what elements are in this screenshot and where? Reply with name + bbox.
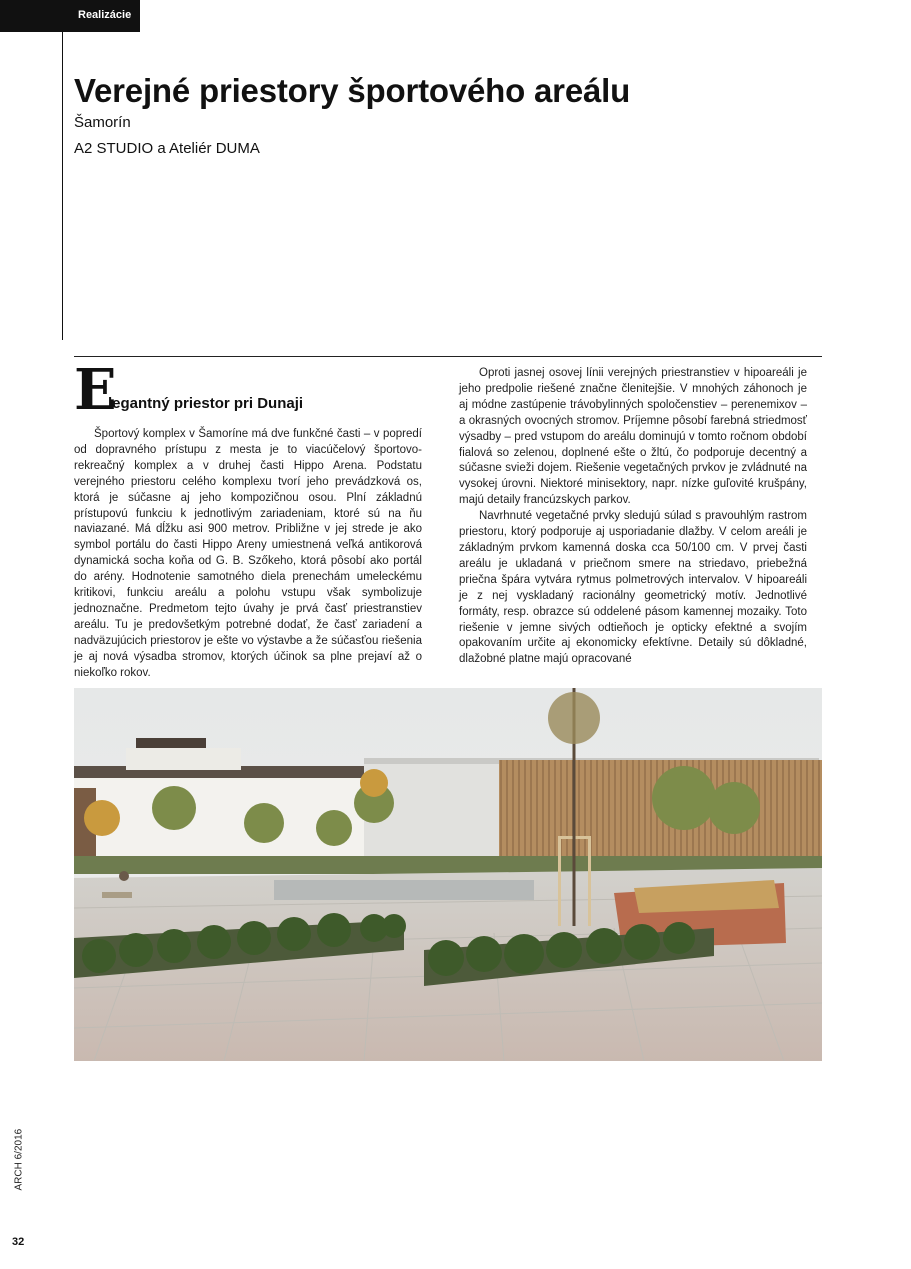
heading-text: legantný priestor pri Dunaji <box>108 395 304 412</box>
section-divider <box>74 356 822 357</box>
paragraph: Športový komplex v Šamoríne má dve funkčné časti – v popredí od dopravného prístupu z mesta je to viacúčelový športovo-rekreačný komplex a v druhej časti Hippo Arena. Podstatu verejného priestoru celého komplexu tvorí jeho prevádzková os, ktorá je súčasne aj jeho kompozičnou osou. Plní základnú prístupovú funkciu k jednotlivým zariadeniam, ktoré sú na ňu naviazané. Má dĺžku asi 900 metrov. Približne v jej strede je ako symbol portálu do časti Hippo Areny umiestnená veľká antikorová dynamická socha koňa od G. B. Szőkeho, ktorá pôsobí ako portál do arény. Hodnotenie samotného diela prenechám umeleckému kritikovi, funkciu areálu a polohu vstupu však symbolizuje jednoznačne. Predmetom tejto úvahy je prvá časť priestranstiev areálu. Tu je predovšetkým potrebné dodať, že časť zariadení a nadväzujúcich priestorov je ešte vo výstavbe a že súčasťou riešenia je aj nová výsadba stromov, ktorých účinok sa plne prejaví až o niekoľko rokov. <box>74 428 422 679</box>
article-heading <box>74 357 422 423</box>
paragraph: Navrhnuté vegetačné prvky sledujú súlad s pravouhlým rastrom priestoru, ktorý podporuje aj usporiadanie dlažby. V celom areáli je základným prvkom kamenná doska cca 50/100 cm. V prvej časti areálu je ukladaná v priečnom smere na striedavo, priebežná priečna špára vytvára rytmus polmetrových intervalov. V hipoareáli je z nej vyskladaný racionálny geometrický motív. Jednotlivé formáty, resp. obrazce sú oddelené pásom kamennej mozaiky. Toto riešenie v jemne sivých odtieňoch je opticky efektné a svojím opakovaním určite aj ekonomicky efektívne. Detaily sú dôkladné, dlažobné platne majú opracované <box>459 510 807 666</box>
text-column-right <box>459 366 807 668</box>
issue-label <box>10 1122 28 1192</box>
plaza-photo-illustration <box>74 688 822 1061</box>
paragraph: Oproti jasnej osovej línii verejných priestranstiev v hipoareáli je jeho predpolie riešené značne členitejšie. V mnohých záhonoch je aj módne zastúpenie trávobylinných spoločenstiev – perenemixov – a okrasných ovocných stromov. Príjemne pôsobí farebná striedmosť výsadby – pred vstupom do areálu dominujú v tomto ročnom období fialová so zelenou, doplnené ešte o žltú, čo podporuje decentný a súčasne svieži dojem. Riešenie vegetačných prvkov je zvládnuté na vysokej úrovni. Niektoré minisektory, napr. nízke guľovité krušpány, majú detaily francúzskych parkov. <box>459 367 807 507</box>
page-number: 32 <box>12 1236 25 1248</box>
text-column-left <box>74 357 422 682</box>
article-authors: A2 STUDIO a Ateliér DUMA <box>74 140 260 157</box>
article-photo <box>74 688 822 1061</box>
drop-cap: E <box>74 357 117 423</box>
article-location: Šamorín <box>74 114 131 131</box>
section-label: Realizácie <box>78 9 132 21</box>
margin-rule <box>62 0 63 340</box>
article-title: Verejné priestory športového areálu <box>74 72 631 109</box>
issue-text: ARCH 6/2016 <box>13 1128 25 1191</box>
